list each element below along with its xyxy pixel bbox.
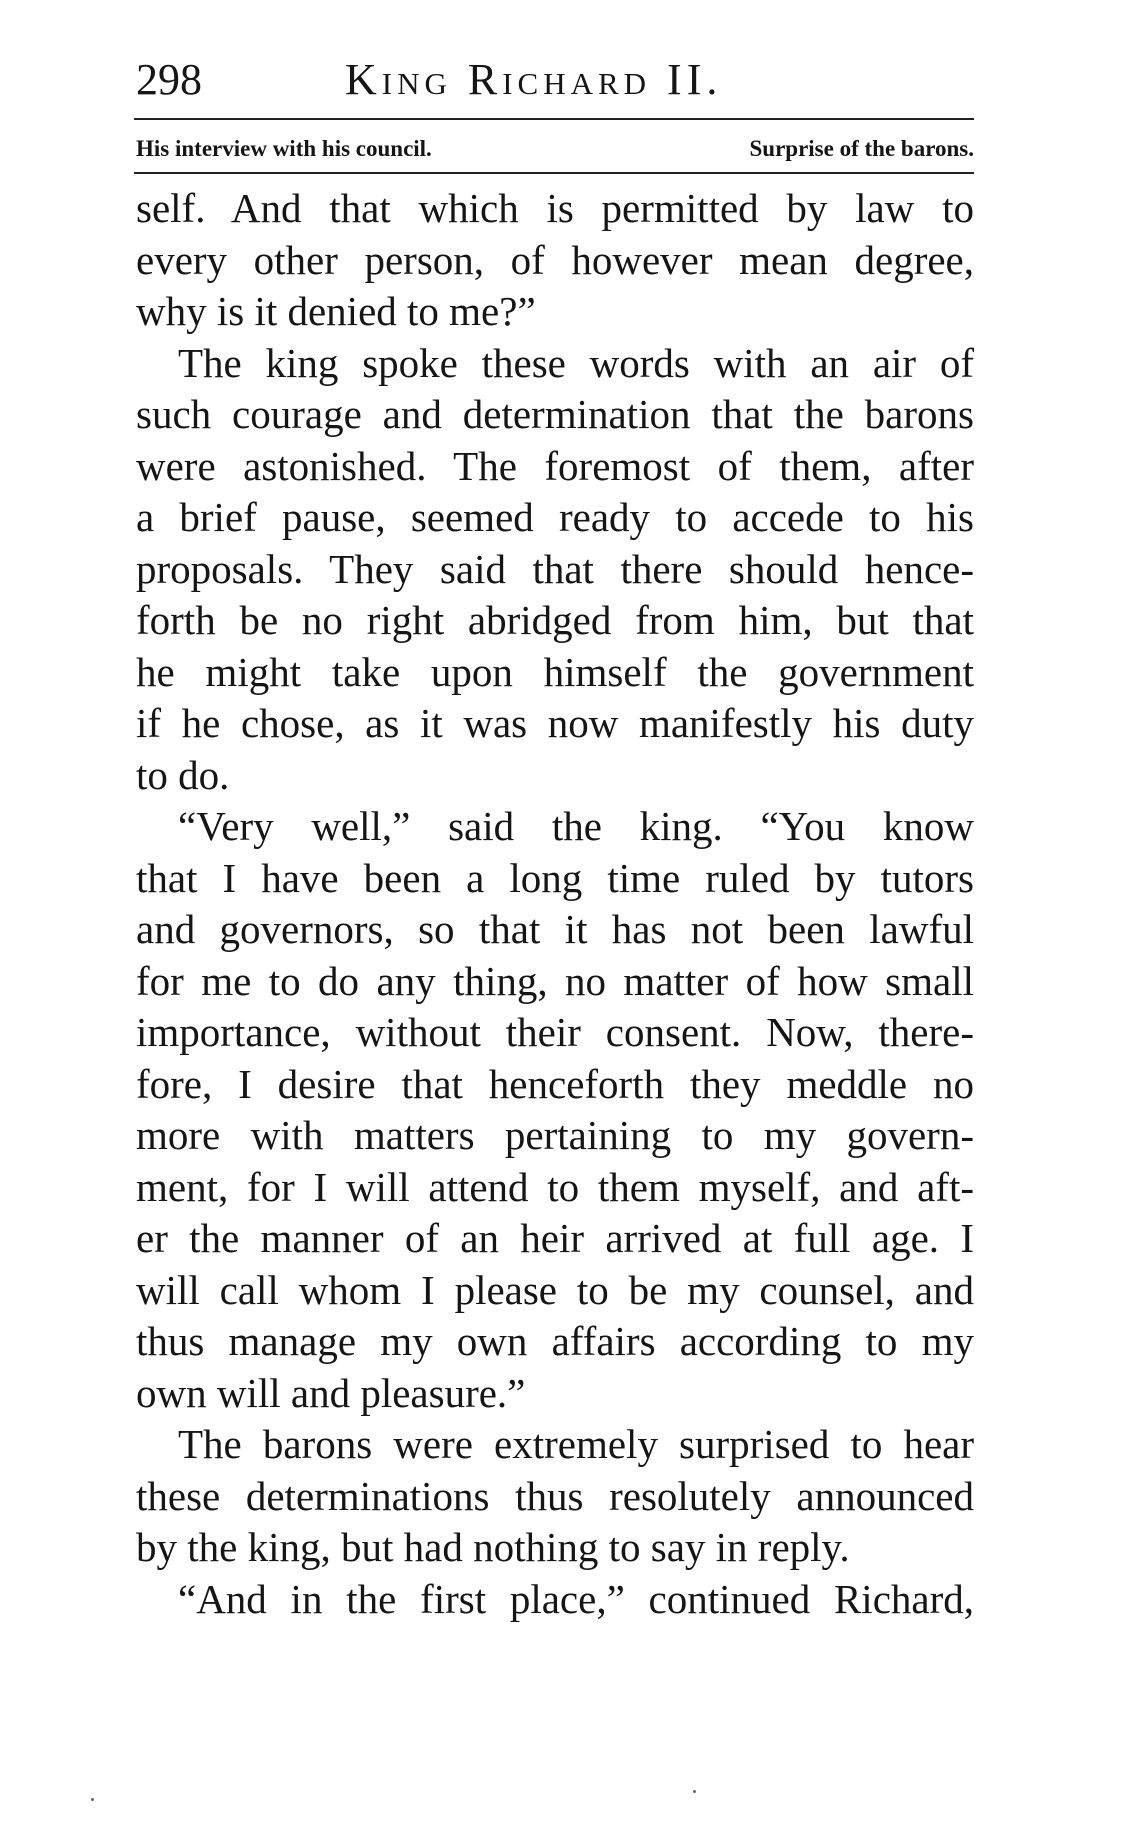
text-line: thus manage my own affairs according to my: [136, 1318, 974, 1364]
text-line: proposals. They said that there should hence-: [136, 545, 974, 592]
text-line: and governors, so that it has not been lawful: [136, 906, 974, 952]
text-line: The barons were extremely surprised to hear: [178, 1421, 974, 1467]
marginal-subheads: [136, 134, 974, 164]
text-line: fore, I desire that henceforth they meddle no: [136, 1060, 974, 1107]
text-line: for me to do any thing, no matter of how small: [136, 957, 974, 1004]
text-line: to do.: [136, 751, 230, 798]
header-rule-top: [134, 118, 974, 120]
text-line: importance, without their consent. Now, there-: [136, 1009, 974, 1055]
text-line: ment, for I will attend to them myself, and aft-: [136, 1163, 974, 1210]
running-head: [134, 52, 974, 108]
text-line: self. And that which is permitted by law to: [136, 185, 974, 231]
body-text: [136, 183, 974, 1625]
book-title: King Richard II.: [345, 55, 723, 104]
text-line: “Very well,” said the king. “You know: [178, 803, 974, 849]
print-speck: [91, 1798, 94, 1801]
subhead-left: His interview with his council.: [136, 136, 432, 161]
subhead-right: Surprise of the barons.: [749, 136, 974, 161]
text-line: “And in the first place,” continued Richard,: [178, 1575, 974, 1622]
text-line: that I have been a long time ruled by tutors: [136, 854, 974, 901]
text-line: such courage and determination that the barons: [136, 391, 974, 437]
text-line: if he chose, as it was now manifestly his duty: [136, 700, 974, 746]
print-speck: [693, 1790, 696, 1793]
text-line: these determinations thus resolutely announced: [136, 1472, 974, 1519]
text-line: er the manner of an heir arrived at full age. I: [136, 1215, 974, 1261]
text-line: will call whom I please to be my counsel, and: [136, 1266, 974, 1313]
text-line: own will and pleasure.”: [136, 1369, 526, 1416]
text-line: a brief pause, seemed ready to accede to his: [136, 494, 974, 540]
text-line: by the king, but had nothing to say in reply.: [136, 1524, 850, 1570]
text-line: why is it denied to me?”: [136, 288, 536, 334]
text-line: were astonished. The foremost of them, after: [136, 442, 974, 489]
text-line: forth be no right abridged from him, but that: [136, 597, 974, 643]
text-line: The king spoke these words with an air of: [178, 339, 974, 386]
page-number: 298: [136, 55, 202, 104]
text-line: every other person, of however mean degree,: [136, 236, 974, 283]
text-line: he might take upon himself the government: [136, 648, 974, 695]
header-rule-bottom: [134, 172, 974, 174]
text-line: more with matters pertaining to my govern-: [136, 1112, 974, 1158]
